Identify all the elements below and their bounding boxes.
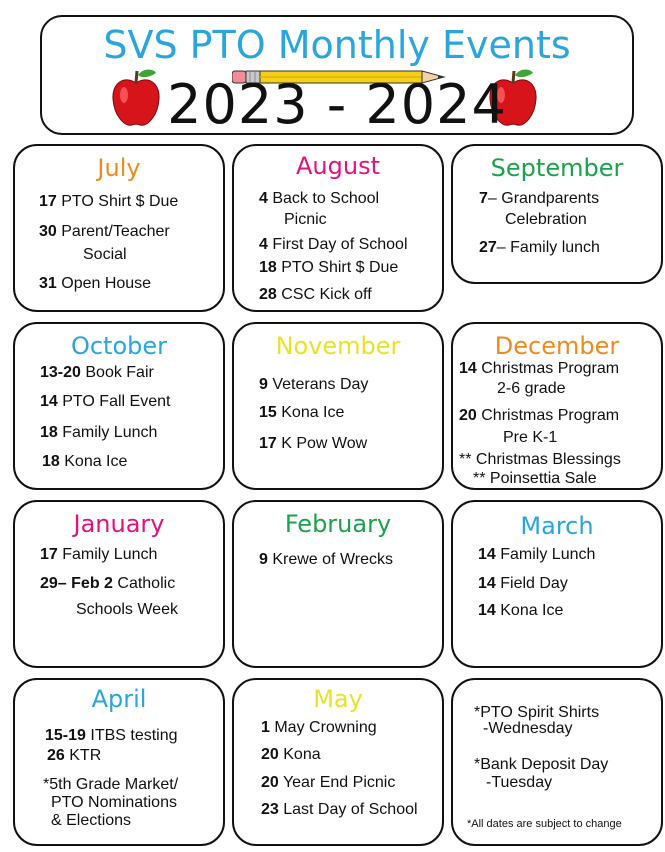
event-continuation: Schools Week [76,601,178,618]
note: PTO Nominations [51,794,177,811]
event: 18 Family Lunch [40,424,158,441]
month-box-october [13,322,225,490]
month-title: November [275,332,401,360]
event: 27– Family lunch [479,239,600,256]
event: 14 Family Lunch [478,546,596,563]
event: 28 CSC Kick off [259,286,372,303]
event-continuation: Celebration [505,211,587,228]
month-title: July [97,154,141,182]
disclaimer: *All dates are subject to change [467,818,622,830]
month-title: August [296,152,380,180]
event: 13-20 Book Fair [40,364,154,381]
event: 9 Krewe of Wrecks [259,551,393,568]
month-box-may [232,678,444,846]
note: -Tuesday [486,774,553,791]
event: 1 May Crowning [261,719,377,736]
event: 23 Last Day of School [261,801,418,818]
event: 14 Field Day [478,575,568,592]
month-box-august [232,144,444,312]
month-box-january [13,500,225,668]
event: 14 Kona Ice [478,602,564,619]
event: 14 PTO Fall Event [40,393,171,410]
event: ** Poinsettia Sale [473,470,597,487]
event: 15 Kona Ice [259,404,345,421]
month-title: January [73,510,165,538]
event: 20 Christmas Program [459,407,620,424]
page-title: SVS PTO Monthly Events [103,23,571,67]
event: 9 Veterans Day [259,376,369,393]
month-box-november [232,322,444,490]
event: 31 Open House [39,275,152,292]
event: 17 K Pow Wow [259,435,368,452]
event: 14 Christmas Program [459,360,620,377]
note: & Elections [51,812,132,829]
note: *PTO Spirit Shirts [474,704,600,721]
month-title: December [494,332,620,360]
event-continuation: Pre K-1 [503,429,558,446]
event: ** Christmas Blessings [459,451,621,468]
month-title: February [284,510,392,538]
event: 26 KTR [47,747,102,764]
event: 4 First Day of School [259,236,408,253]
event: 18 PTO Shirt $ Due [259,259,399,276]
event: 7– Grandparents [479,190,600,207]
month-title: April [91,685,147,713]
event: 17 PTO Shirt $ Due [39,193,179,210]
event-continuation: Social [83,246,127,263]
notes-box [451,678,663,846]
note: *5th Grade Market/ [43,776,179,793]
month-box-july [13,144,225,312]
header-box [40,15,634,135]
event: 4 Back to School [259,190,380,207]
event: 18 Kona Ice [42,453,128,470]
month-title: September [490,154,624,182]
event: 29– Feb 2 Catholic [40,575,176,592]
month-title: October [70,332,168,360]
event: 20 Year End Picnic [261,774,396,791]
month-box-september [451,144,663,284]
event-continuation: Picnic [284,211,327,228]
month-box-march [451,500,663,668]
event: 20 Kona [261,746,321,763]
note: *Bank Deposit Day [474,756,609,773]
event-continuation: 2-6 grade [497,380,566,397]
month-title: March [520,512,594,540]
event: 17 Family Lunch [40,546,158,563]
month-box-february [232,500,444,668]
note: -Wednesday [483,720,573,737]
school-year: 2023 - 2024 [167,73,507,136]
event: 30 Parent/Teacher [39,223,170,240]
month-title: May [313,685,363,713]
month-box-april [13,678,225,846]
month-box-december [451,322,663,490]
event: 15-19 ITBS testing [45,727,178,744]
